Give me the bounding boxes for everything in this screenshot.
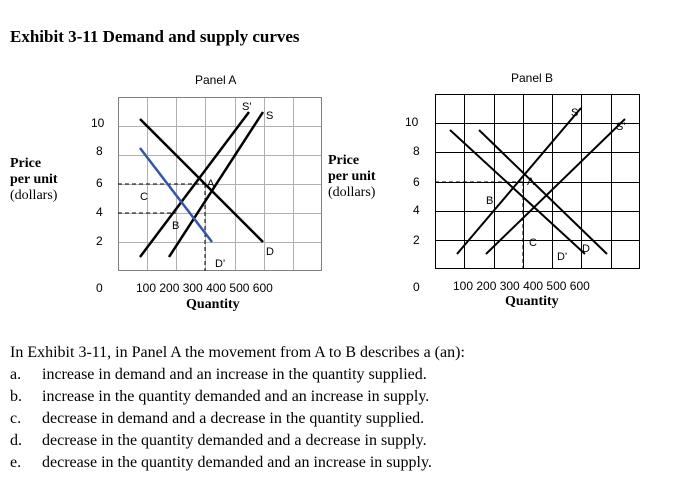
panel-a-label-s-prime: S' [242,101,252,113]
panel-b-label-s-prime: S' [616,121,626,133]
panel-b-y-label-line1: Price [328,153,360,168]
panel-b-y-label-line2: per unit [328,169,376,184]
panel-b-point-c: C [529,237,537,249]
panel-b-label-d-prime: D' [557,251,568,263]
question-block [10,342,670,474]
panel-a-ytick-10: 10 [91,116,105,130]
option-c-text: decrease in demand and a decrease in the quantity supplied. [42,410,425,427]
option-e[interactable] [10,452,670,474]
question-stem: In Exhibit 3-11, in Panel A the movement from A to B describes a (an): [10,344,465,361]
panel-b-title: Panel B [511,71,554,85]
option-b-letter: b. [10,388,22,405]
panel-b-curve-d-prime [479,130,607,254]
option-d[interactable] [10,430,670,452]
panel-b-ytick-6: 6 [413,175,420,189]
panel-a-chart [118,97,322,271]
panel-a-x-label: Quantity [186,297,240,312]
option-c-letter: c. [10,410,22,427]
option-a[interactable] [10,364,670,386]
panel-b-label-d: D [582,243,590,255]
panel-a-label-s: S [266,110,274,122]
panel-b-curves [450,108,625,254]
exhibit-title: Exhibit 3-11 Demand and supply curves [10,27,300,46]
panel-b-point-a: A [527,176,535,188]
option-d-letter: d. [10,432,22,449]
panel-b-guides [435,182,523,269]
panel-b-point-b: B [486,195,494,207]
panel-b-x-ticks: 100 200 300 400 500 600 [453,279,590,293]
panel-a-y-label-line1: Price [10,156,42,171]
panel-a-label-d: D [266,246,274,258]
panel-b-ytick-4: 4 [413,203,420,217]
option-e-letter: e. [10,454,22,471]
panel-a-ytick-4: 4 [96,205,103,219]
panel-b-x-label: Quantity [505,294,559,309]
option-a-letter: a. [10,366,22,383]
panel-a-x-ticks: 100 200 300 400 500 600 [136,281,273,295]
option-e-text: decrease in the quantity demanded and an increase in supply. [42,454,432,471]
panel-a-curve-d [140,119,263,242]
panel-a-point-b: B [172,220,180,232]
panel-a-y-label-line3: (dollars) [10,188,58,203]
panel-b-curve-d [450,130,585,254]
option-b-text: increase in the quantity demanded and an increase in supply. [42,388,430,405]
panel-a-ytick-2: 2 [96,234,103,248]
panel-a-ytick-8: 8 [96,144,103,158]
panel-b-chart [435,94,640,269]
panel-a-ytick-6: 6 [96,176,103,190]
panel-b-ytick-2: 2 [413,233,420,247]
panel-b-y-axis-label [328,153,376,201]
option-c[interactable] [10,408,670,430]
option-d-text: decrease in the quantity demanded and a decrease in supply. [42,432,427,449]
panel-b-y-label-line3: (dollars) [328,185,376,200]
panel-b-label-s: S [571,107,579,119]
panel-b-ytick-0: 0 [413,280,420,294]
option-a-text: increase in demand and an increase in the quantity supplied. [42,366,427,383]
panel-a-y-label-line2: per unit [10,172,58,187]
panel-a-y-axis-label [10,156,58,204]
panel-b-ytick-8: 8 [413,144,420,158]
panel-a-point-c: C [140,191,148,203]
panel-a-title: Panel A [195,73,237,87]
option-b[interactable] [10,386,670,408]
panel-a-label-d-prime: D' [215,258,226,270]
panel-b-ytick-10: 10 [405,115,419,129]
panel-a-ytick-0: 0 [96,281,103,295]
panel-a-point-a: A [207,178,215,190]
